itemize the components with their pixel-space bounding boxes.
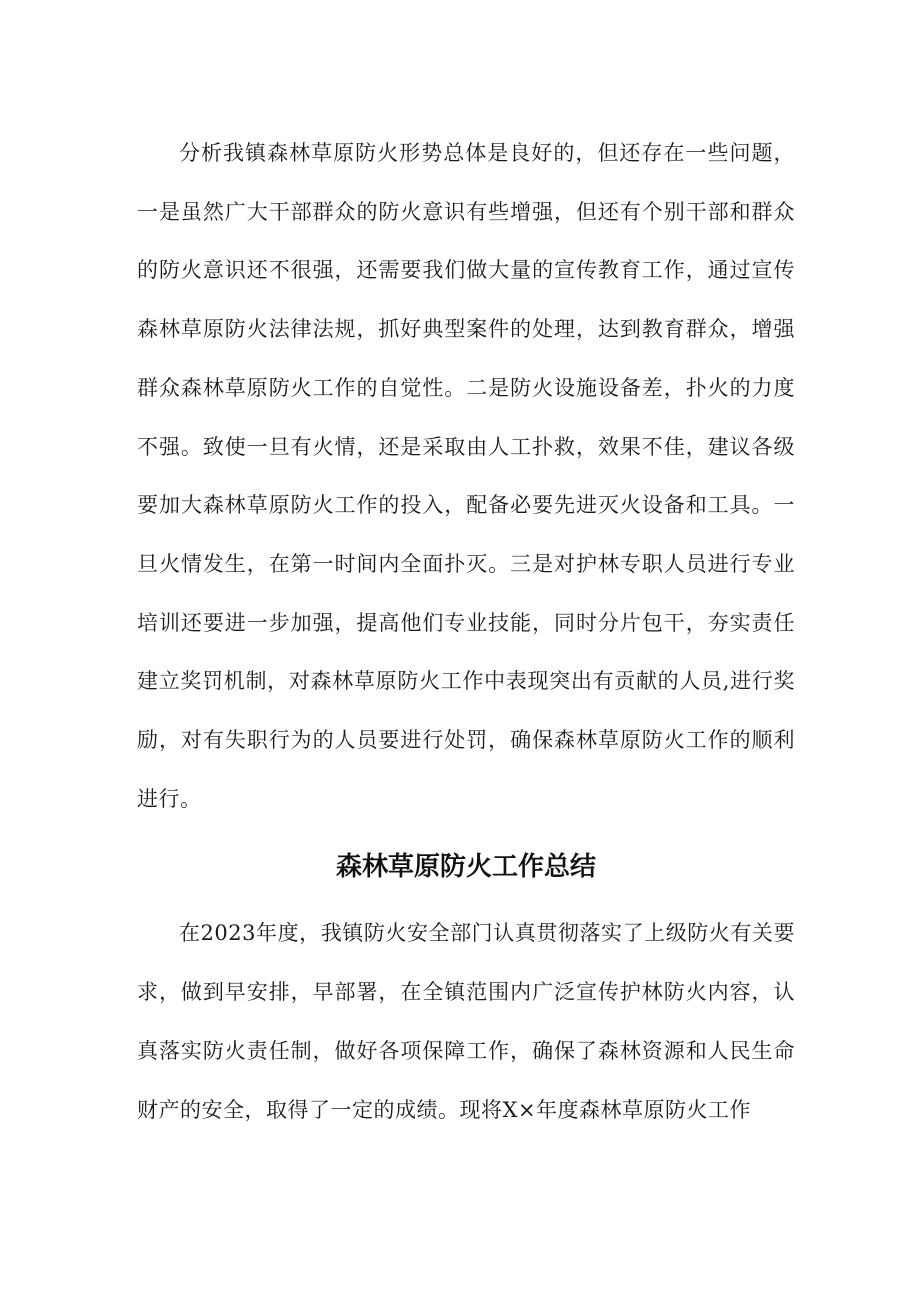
body-paragraph-2: 在2023年度，我镇防火安全部门认真贯彻落实了上级防火有关要求，做到早安排，早部署，在全镇范围内广泛宣传护林防火内容，认真落实防火责任制，做好各项保障工作，确保了森林资源和人民生命财产的安全，取得了一定的成绩。现将X×年度森林草原防火工作 (137, 921, 795, 1122)
document-body (137, 124, 795, 1139)
body-paragraph-1: 分析我镇森林草原防火形势总体是良好的，但还存在一些问题，一是虽然广大干部群众的防火意识有些增强，但还有个别干部和群众的防火意识还不很强，还需要我们做大量的宣传教育工作，通过宣传森林草原防火法律法规，抓好典型案件的处理，达到教育群众，增强群众森林草原防火工作的自觉性。二是防火设施设备差，扑火的力度不强。致使一旦有火情，还是采取由人工扑救，效果不佳，建议各级要加大森林草原防火工作的投入，配备必要先进灭火设备和工具。一旦火情发生，在第一时间内全面扑灭。三是对护林专职人员进行专业培训还要进一步加强，提高他们专业技能，同时分片包干，夯实责任建立奖罚机制，对森林草原防火工作中表现突出有贡献的人员,进行奖励，对有失职行为的人员要进行处罚，确保森林草原防火工作的顺利进行。 (137, 141, 795, 811)
section-heading: 森林草原防火工作总结 (335, 852, 596, 883)
